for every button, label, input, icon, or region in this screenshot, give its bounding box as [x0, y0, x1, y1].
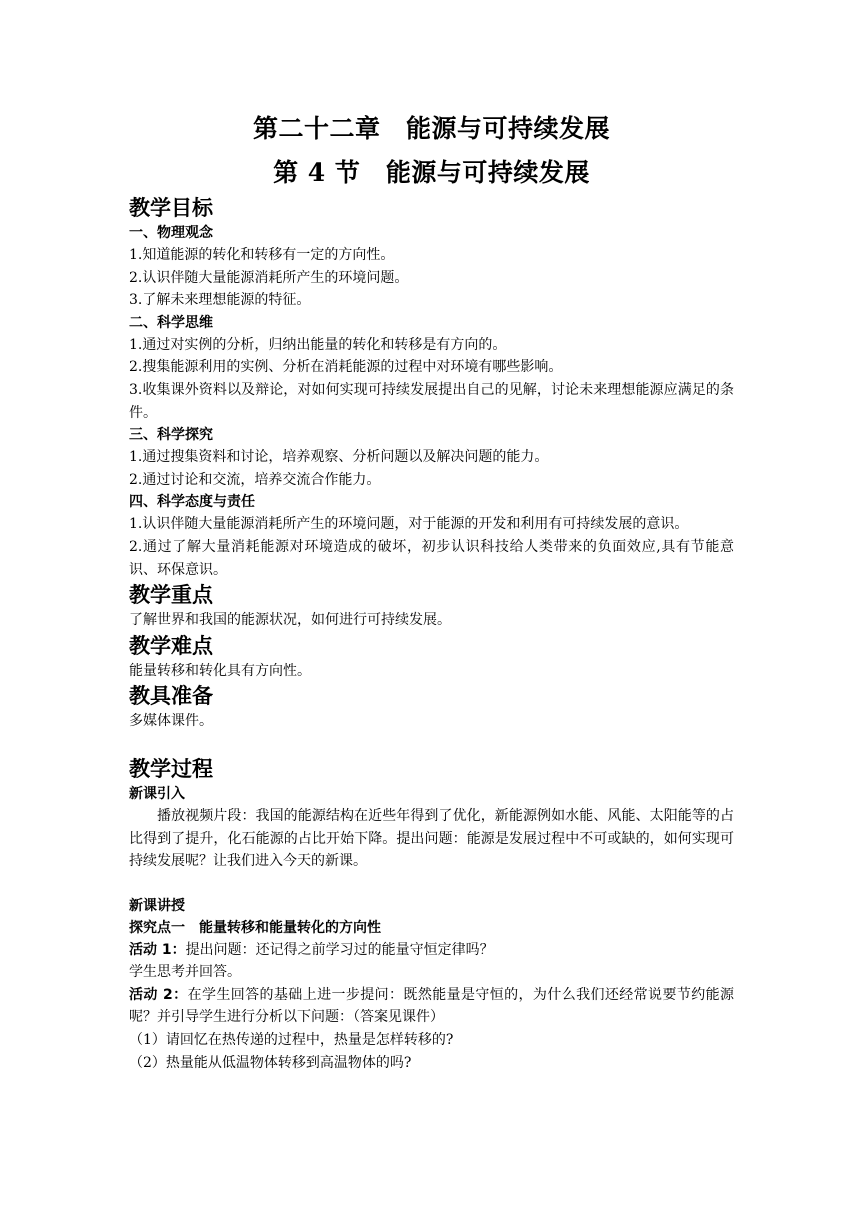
attitude-heading: 四、科学态度与责任	[129, 494, 255, 511]
difficulties-heading: 教学难点	[129, 633, 213, 658]
paragraph-spacer	[129, 873, 734, 895]
inquiry-item: 2.通过讨论和交流，培养交流合作能力。	[129, 471, 381, 488]
thinking-heading: 二、科学思维	[129, 314, 213, 331]
physics-item: 2.认识伴随大量能源消耗所产生的环境问题。	[129, 269, 409, 286]
activity2-label: 活动 2：	[129, 986, 188, 1003]
thinking-item: 2.搜集能源利用的实例、分析在消耗能源的过程中对环境有哪些影响。	[129, 359, 563, 376]
attitude-item: 1.认识伴随大量能源消耗所产生的环境问题，对于能源的开发和利用有可持续发展的意识。	[129, 516, 689, 533]
question-2: （2）热量能从低温物体转移到高温物体的吗?	[129, 1054, 412, 1071]
document-content	[129, 112, 734, 1074]
intro-heading: 新课引入	[129, 785, 185, 802]
activity1	[129, 939, 734, 962]
point1-heading: 探究点一 能量转移和能量转化的方向性	[129, 919, 381, 936]
activity2-text: 在学生回答的基础上进一步提问：既然能量是守恒的，为什么我们还经常说要节约能源呢？并引导学生进行分析以下问题：（答案见课件）	[129, 986, 735, 1026]
physics-heading: 一、物理观念	[129, 225, 213, 241]
section-title: 第 4 节 能源与可持续发展	[273, 158, 590, 187]
difficulties-text: 能量转移和转化具有方向性。	[129, 662, 311, 679]
key-points-text: 了解世界和我国的能源状况，如何进行可持续发展。	[129, 612, 451, 629]
thinking-item: 1.通过对实例的分析，归纳出能量的转化和转移是有方向的。	[129, 336, 507, 353]
inquiry-item: 1.通过搜集资料和讨论，培养观察、分析问题以及解决问题的能力。	[129, 449, 549, 466]
key-points-heading: 教学重点	[129, 583, 213, 608]
thinking-item: 3.收集课外资料以及辩论，对如何实现可持续发展提出自己的见解，讨论未来理想能源应满足的条件。	[129, 381, 734, 421]
inquiry-heading: 三、科学探究	[129, 427, 213, 444]
activity1-response: 学生思考并回答。	[129, 964, 241, 981]
materials-text: 多媒体课件。	[129, 713, 213, 730]
intro-text: 播放视频片段：我国的能源结构在近些年得到了优化，新能源例如水能、风能、太阳能等的占比得到了提升，化石能源的占比开始下降。提出问题：能源是发展过程中不可或缺的，如何实现可持续发展呢？让我们进入今天的新课。	[129, 807, 734, 870]
process-heading: 教学过程	[129, 756, 213, 781]
physics-item: 3.了解未来理想能源的特征。	[129, 292, 311, 309]
activity1-text: 提出问题：还记得之前学习过的能量守恒定律吗？	[185, 941, 494, 958]
physics-item: 1.知道能源的转化和转移有一定的方向性。	[129, 247, 395, 263]
activity2	[129, 984, 734, 1029]
activity1-label: 活动 1：	[129, 941, 186, 958]
attitude-item: 2.通过了解大量消耗能源对环境造成的破坏，初步认识科技给人类带来的负面效应,具有节能意识、环保意识。	[129, 538, 734, 578]
chapter-title: 第二十二章 能源与可持续发展	[252, 114, 610, 143]
materials-heading: 教具准备	[129, 684, 213, 709]
objectives-heading: 教学目标	[129, 196, 213, 220]
question-1: （1）请回忆在热传递的过程中，热量是怎样转移的?	[129, 1032, 454, 1049]
lecture-heading: 新课讲授	[129, 897, 185, 914]
